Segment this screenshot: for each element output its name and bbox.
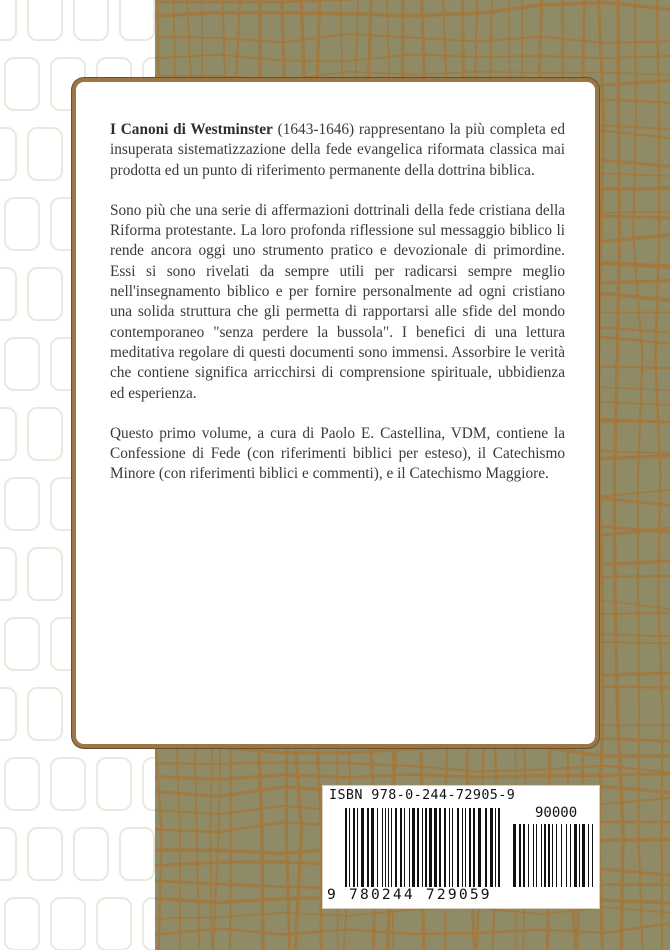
barcode-bar [528, 824, 529, 887]
barcode-bar [582, 824, 585, 887]
barcode-bar [462, 808, 463, 887]
barcode-bar [395, 808, 397, 887]
barcode-bar [473, 808, 475, 887]
barcode-bar [391, 808, 392, 887]
barcode-bar [579, 824, 580, 887]
barcode-bar [429, 808, 432, 887]
barcode-bar [422, 808, 423, 887]
barcode-bar [382, 808, 383, 887]
barcode-bar [513, 824, 516, 887]
barcode-bar [548, 824, 550, 887]
barcode-bar [592, 824, 593, 887]
barcode-bar [353, 808, 355, 887]
barcode-bar [412, 808, 415, 887]
barcode-bar [345, 808, 347, 887]
barcode-bar [357, 808, 358, 887]
barcode-bar [377, 808, 378, 887]
description-paragraph-1 [110, 120, 565, 181]
barcode-bar [566, 824, 567, 887]
barcode-bar [465, 808, 466, 887]
barcode-bar [434, 808, 437, 887]
barcode-bar [574, 824, 577, 887]
barcode-bar [485, 808, 487, 887]
barcode-bar [523, 824, 525, 887]
barcode-bar [536, 824, 537, 887]
barcode-bar [385, 808, 386, 887]
description-panel [72, 78, 599, 748]
ean-main-bars [345, 808, 500, 887]
barcode-bar [544, 824, 546, 887]
barcode-bar [417, 808, 419, 887]
barcode-bar [444, 808, 446, 887]
barcode-bar [388, 808, 389, 887]
barcode-bar [469, 808, 471, 887]
barcode-bar [552, 824, 553, 887]
barcode-bar [361, 808, 364, 887]
barcode-bar [349, 808, 350, 887]
barcode-bar [570, 824, 571, 887]
isbn-label: ISBN 978-0-244-72905-9 [329, 788, 516, 803]
barcode-bar [367, 808, 369, 887]
book-title-bold: I Canoni di Westminster [110, 121, 273, 138]
barcode-bar [533, 824, 534, 887]
barcode-bar [409, 808, 410, 887]
barcode-bar [495, 808, 496, 887]
barcode-bar [371, 808, 374, 887]
barcode-bar [588, 824, 589, 887]
description-paragraph-3: Questo primo volume, a cura di Paolo E. Castellina, VDM, contiene la Confessione di Fede (con riferimenti biblici per esteso), il Catechismo Minore (con riferimenti biblici e commenti), e il Catechismo Maggiore. [110, 424, 565, 483]
description-paragraph-2: Sono più che una serie di affermazioni dottrinali della fede cristiana della Riforma protestante. La loro profonda riflessione sul messaggio biblico li rende ancora oggi uno strumento pratico e devozionale di primordine. Essi si sono rivelati da sempre utili per radicarsi sempre meglio nell'insegnamento biblico e per fornire personalmente ad ogni cristiano una solida struttura che gli permetta di rapportarsi alle sfide del mondo contemporaneo "senza perdere la bussola". I benefici di una lettura meditativa regolare di questi documenti sono immensi. Assorbire le verità che contiene significa arricchirsi di comprensione spirituale, ubbidienza ed esperienza. [110, 201, 565, 402]
barcode-bar [519, 824, 521, 887]
barcode-bar [449, 808, 450, 887]
barcode-bar [556, 824, 557, 887]
description-paragraph-1-text: (1643-1646) rappresentano la più completa ed insuperata sistematizzazione della fede evangelica riformata classica mai prodotta ed un punto di riferimento permanente della dottrina biblica. [110, 121, 565, 179]
ean-digits: 9 780244 729059 [327, 886, 492, 903]
isbn-barcode-box [322, 785, 600, 909]
barcode-bar [457, 808, 459, 887]
price-code: 90000 [535, 805, 578, 821]
barcode-bar [439, 808, 441, 887]
price-addon-bars [513, 824, 593, 887]
barcode-bar [490, 808, 493, 887]
barcode-bar [561, 824, 562, 887]
barcode-bar [478, 808, 481, 887]
barcode-bar [452, 808, 453, 887]
barcode-bar [404, 808, 405, 887]
barcode-bar [400, 808, 402, 887]
barcode-bar [541, 824, 542, 887]
barcode-bar [425, 808, 427, 887]
barcode-bar [498, 808, 500, 887]
